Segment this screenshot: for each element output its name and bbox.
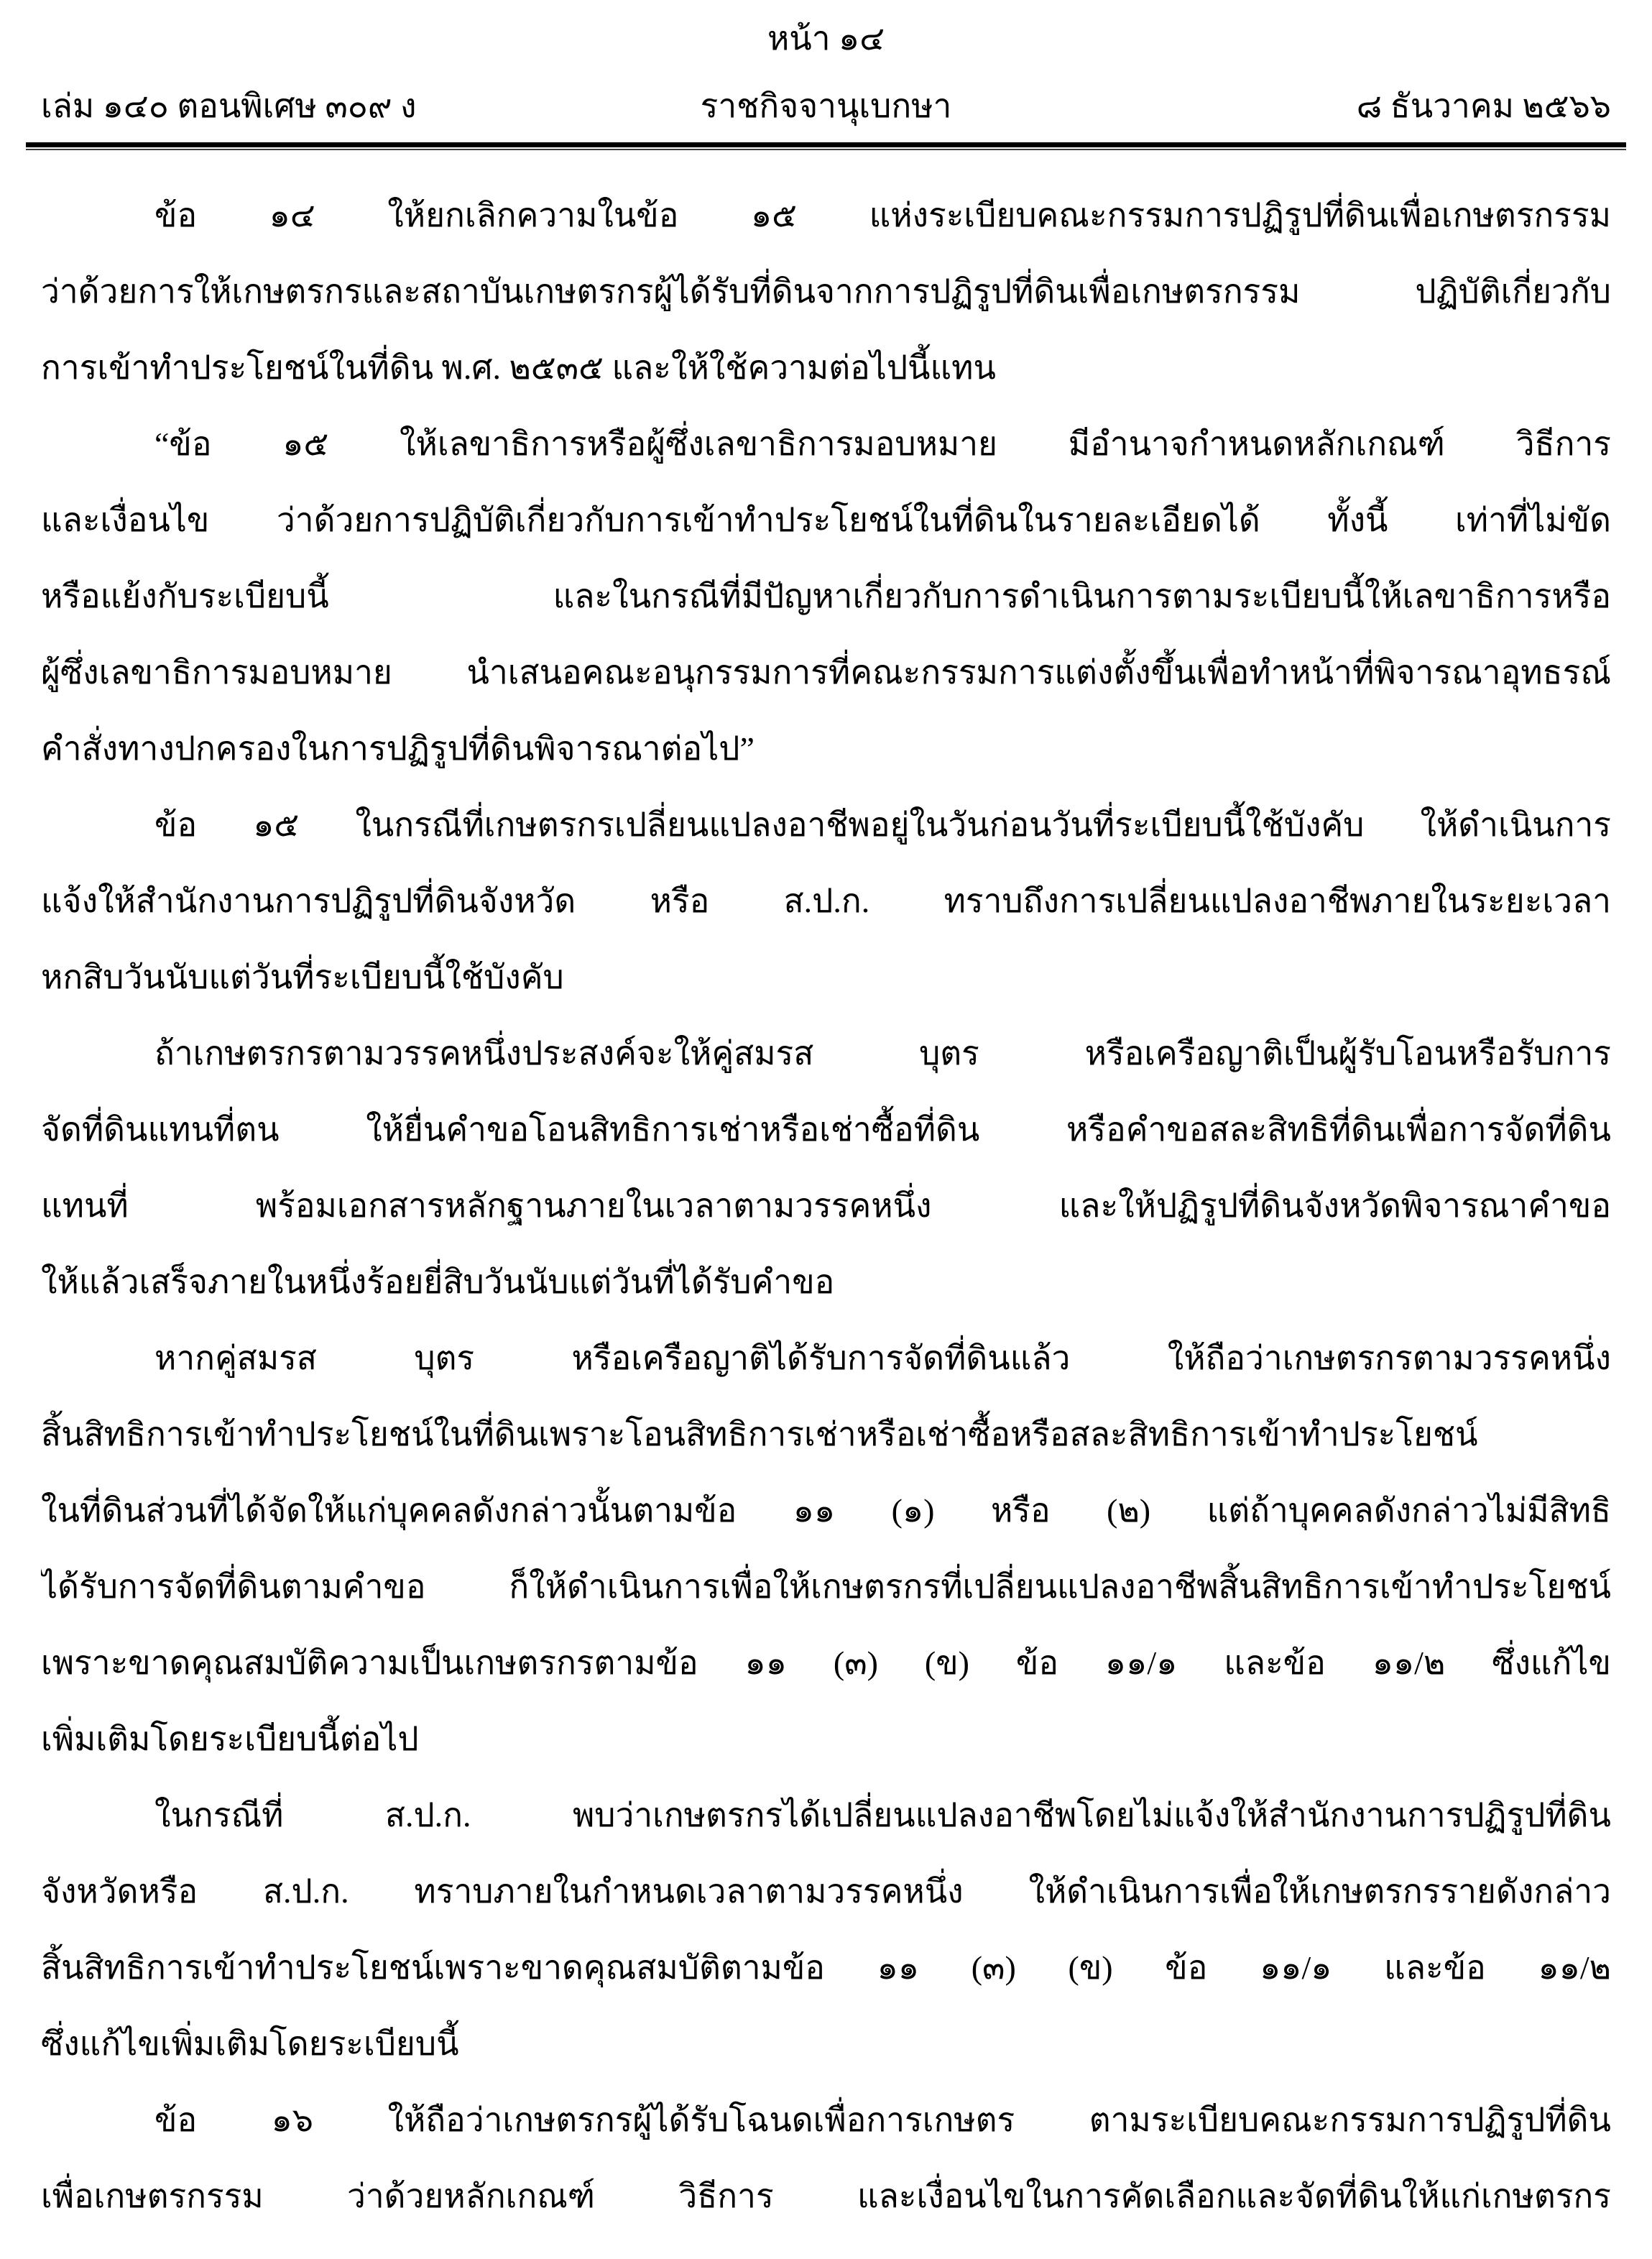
paragraph [41, 1777, 1611, 2082]
text-line: ข้อ ๑๖ ให้ถือว่าเกษตรกรผู้ได้รับโฉนดเพื่อการเกษตร ตามระเบียบคณะกรรมการปฏิรูปที่ดิน [154, 2102, 1611, 2138]
header-date: ๘ ธันวาคม ๒๕๖๖ [1356, 88, 1611, 124]
paragraph [41, 406, 1611, 787]
text-line: สิ้นสิทธิการเข้าทำประโยชน์ในที่ดินเพราะโอนสิทธิการเช่าหรือเช่าซื้อหรือสละสิทธิการเข้าทำประโยชน์ [41, 1416, 1478, 1453]
text-line: สิ้นสิทธิการเข้าทำประโยชน์เพราะขาดคุณสมบัติตามข้อ ๑๑ (๓) (ข) ข้อ ๑๑/๑ และข้อ ๑๑/๒ [41, 1949, 1611, 1986]
text-line: ซึ่งแก้ไขเพิ่มเติมโดยระเบียบนี้ [41, 2025, 459, 2062]
text-line: หรือแย้งกับระเบียบนี้ และในกรณีที่มีปัญหาเกี่ยวกับการดำเนินการตามระเบียบนี้ให้เลขาธิการหรือ [41, 578, 1611, 615]
text-line: แจ้งให้สำนักงานการปฏิรูปที่ดินจังหวัด หรือ ส.ป.ก. ทราบถึงการเปลี่ยนแปลงอาชีพภายในระยะเวลา [41, 883, 1611, 919]
text-line: ในกรณีที่ ส.ป.ก. พบว่าเกษตรกรได้เปลี่ยนแปลงอาชีพโดยไม่แจ้งให้สำนักงานการปฏิรูปที่ดิน [154, 1797, 1611, 1834]
text-line: จังหวัดหรือ ส.ป.ก. ทราบภายในกำหนดเวลาตามวรรคหนึ่ง ให้ดำเนินการเพื่อให้เกษตรกรรายดังกล่าว [41, 1873, 1611, 1910]
text-line: ผู้ซึ่งเลขาธิการมอบหมาย นำเสนอคณะอนุกรรมการที่คณะกรรมการแต่งตั้งขึ้นเพื่อทำหน้าที่พิจารณาอุทธรณ์ [41, 654, 1611, 691]
text-line: เพื่อเกษตรกรรม ว่าด้วยหลักเกณฑ์ วิธีการ และเงื่อนไขในการคัดเลือกและจัดที่ดินให้แก่เกษตรกร [41, 2178, 1611, 2214]
document-body [41, 178, 1611, 2235]
paragraph [41, 1320, 1611, 1777]
paragraph [41, 787, 1611, 1016]
text-line: ว่าด้วยการให้เกษตรกรและสถาบันเกษตรกรผู้ได้รับที่ดินจากการปฏิรูปที่ดินเพื่อเกษตรกรรม ปฏิบัติเกี่ยวกับ [41, 273, 1611, 310]
text-line: คำสั่งทางปกครองในการปฏิรูปที่ดินพิจารณาต่อไป” [41, 730, 755, 767]
text-line: หากคู่สมรส บุตร หรือเครือญาติได้รับการจัดที่ดินแล้ว ให้ถือว่าเกษตรกรตามวรรคหนึ่ง [154, 1340, 1611, 1376]
text-line: ในที่ดินส่วนที่ได้จัดให้แก่บุคคลดังกล่าวนั้นตามข้อ ๑๑ (๑) หรือ (๒) แต่ถ้าบุคคลดังกล่าวไม่มีสิทธิ [41, 1492, 1611, 1529]
header-rule [26, 142, 1626, 150]
text-line: ถ้าเกษตรกรตามวรรคหนึ่งประสงค์จะให้คู่สมรส บุตร หรือเครือญาติเป็นผู้รับโอนหรือรับการ [154, 1035, 1611, 1072]
text-line: “ข้อ ๑๕ ให้เลขาธิการหรือผู้ซึ่งเลขาธิการมอบหมาย มีอำนาจกำหนดหลักเกณฑ์ วิธีการ [154, 425, 1611, 462]
page-number: หน้า ๑๔ [767, 20, 885, 57]
paragraph [41, 2082, 1611, 2235]
text-line: ได้รับการจัดที่ดินตามคำขอ ก็ให้ดำเนินการเพื่อให้เกษตรกรที่เปลี่ยนแปลงอาชีพสิ้นสิทธิการเข้าทำประโยชน์ [41, 1568, 1611, 1605]
paragraph [41, 178, 1611, 406]
text-line: ให้แล้วเสร็จภายในหนึ่งร้อยยี่สิบวันนับแต่วันที่ได้รับคำขอ [41, 1264, 835, 1300]
text-line: ข้อ ๑๕ ในกรณีที่เกษตรกรเปลี่ยนแปลงอาชีพอยู่ในวันก่อนวันที่ระเบียบนี้ใช้บังคับ ให้ดำเนินการ [154, 806, 1611, 843]
paragraph [41, 1016, 1611, 1320]
text-line: แทนที่ พร้อมเอกสารหลักฐานภายในเวลาตามวรรคหนึ่ง และให้ปฏิรูปที่ดินจังหวัดพิจารณาคำขอ [41, 1187, 1611, 1224]
text-line: หกสิบวันนับแต่วันที่ระเบียบนี้ใช้บังคับ [41, 959, 564, 995]
text-line: และเงื่อนไข ว่าด้วยการปฏิบัติเกี่ยวกับการเข้าทำประโยชน์ในที่ดินในรายละเอียดได้ ทั้งนี้ เท่าที่ไม่ขัด [41, 502, 1611, 538]
gazette-title: ราชกิจจานุเบกษา [700, 88, 952, 124]
text-line: เพราะขาดคุณสมบัติความเป็นเกษตรกรตามข้อ ๑๑ (๓) (ข) ข้อ ๑๑/๑ และข้อ ๑๑/๒ ซึ่งแก้ไข [41, 1644, 1611, 1681]
page-header [41, 78, 1611, 135]
text-line: จัดที่ดินแทนที่ตน ให้ยื่นคำขอโอนสิทธิการเช่าหรือเช่าซื้อที่ดิน หรือคำขอสละสิทธิที่ดินเพื่อการจัดที่ดิน [41, 1111, 1611, 1148]
text-line: เพิ่มเติมโดยระเบียบนี้ต่อไป [41, 1721, 419, 1757]
header-volume-issue: เล่ม ๑๔๐ ตอนพิเศษ ๓๐๙ ง [41, 88, 417, 124]
text-line: การเข้าทำประโยชน์ในที่ดิน พ.ศ. ๒๕๓๕ และให้ใช้ความต่อไปนี้แทน [41, 349, 996, 386]
text-line: ข้อ ๑๔ ให้ยกเลิกความในข้อ ๑๕ แห่งระเบียบคณะกรรมการปฏิรูปที่ดินเพื่อเกษตรกรรม [154, 197, 1611, 234]
